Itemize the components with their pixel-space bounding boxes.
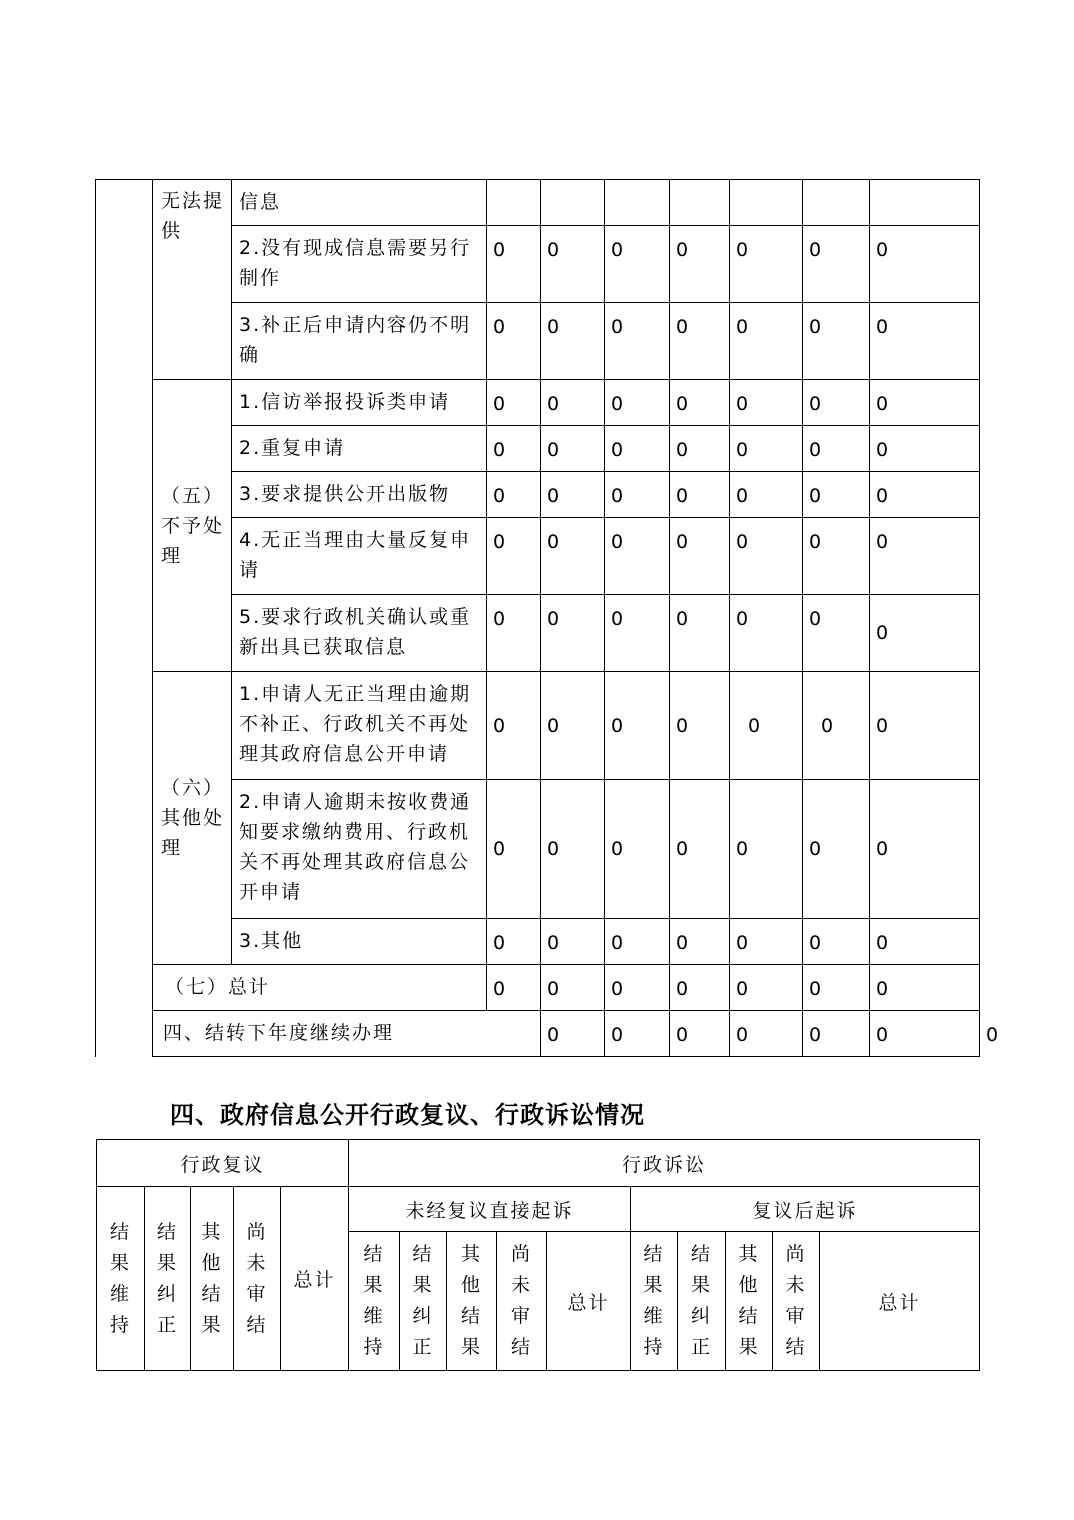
value-cell: 0	[670, 303, 730, 380]
value-cell: 0	[803, 518, 870, 595]
direct-result-corrected: 结果纠正	[400, 1232, 447, 1371]
table-row	[96, 672, 980, 780]
value-cell: 0	[541, 426, 605, 472]
row-label: 4.无正当理由大量反复申请	[232, 518, 487, 595]
review-litigation-table	[96, 1139, 980, 1371]
value-cell: 0	[605, 226, 670, 303]
value-cell: 0	[541, 595, 605, 672]
value-cell: 0	[605, 672, 670, 780]
category-not-processed: （五）不予处理	[153, 380, 232, 672]
table-row	[96, 380, 980, 426]
value-cell: 0	[730, 1011, 803, 1057]
value-cell: 0	[803, 426, 870, 472]
after-result-pending: 尚未审结	[773, 1232, 820, 1371]
application-handling-table	[95, 179, 1001, 1057]
review-result-corrected: 结果纠正	[145, 1187, 191, 1371]
value-cell	[870, 180, 980, 226]
total-row-label: （七）总计	[153, 965, 487, 1011]
value-cell: 0	[870, 518, 980, 595]
value-cell: 0	[670, 426, 730, 472]
value-cell	[670, 180, 730, 226]
row-label: 1.申请人无正当理由逾期不补正、行政机关不再处理其政府信息公开申请	[232, 672, 487, 780]
row-label: 1.信访举报投诉类申请	[232, 380, 487, 426]
value-cell: 0	[730, 919, 803, 965]
value-cell: 0	[605, 303, 670, 380]
value-cell: 0	[487, 672, 541, 780]
header-lawsuit-after-review: 复议后起诉	[631, 1187, 980, 1232]
value-cell: 0	[803, 965, 870, 1011]
value-cell: 0	[487, 303, 541, 380]
row-label: 2.没有现成信息需要另行制作	[232, 226, 487, 303]
value-cell: 0	[541, 380, 605, 426]
row-label: 2.申请人逾期未按收费通知要求缴纳费用、行政机关不再处理其政府信息公开申请	[232, 780, 487, 919]
value-cell: 0	[487, 965, 541, 1011]
value-cell: 0	[487, 472, 541, 518]
value-cell: 0	[605, 380, 670, 426]
table-row	[97, 1140, 980, 1187]
value-cell: 0	[605, 965, 670, 1011]
value-cell: 0	[870, 965, 980, 1011]
row-label: 信息	[232, 180, 487, 226]
value-cell: 0	[870, 780, 980, 919]
value-cell: 0	[487, 780, 541, 919]
direct-result-other: 其他结果	[447, 1232, 497, 1371]
value-cell: 0	[605, 780, 670, 919]
value-cell: 0	[670, 965, 730, 1011]
value-cell: 0	[803, 380, 870, 426]
after-total: 总计	[820, 1232, 980, 1371]
value-cell: 0	[870, 472, 980, 518]
value-cell: 0	[670, 1011, 730, 1057]
value-cell: 0	[730, 595, 803, 672]
review-total: 总计	[281, 1187, 349, 1371]
row-label: 2.重复申请	[232, 426, 487, 472]
value-cell: 0	[803, 472, 870, 518]
value-cell: 0	[670, 226, 730, 303]
value-cell: 0	[730, 780, 803, 919]
value-cell: 0	[870, 380, 980, 426]
value-cell: 0	[487, 380, 541, 426]
value-cell: 0	[605, 518, 670, 595]
value-cell	[541, 180, 605, 226]
value-cell	[605, 180, 670, 226]
value-cell: 0	[487, 226, 541, 303]
after-result-upheld: 结果维持	[631, 1232, 678, 1371]
value-cell: 0	[803, 1011, 870, 1057]
value-cell: 0	[541, 672, 605, 780]
value-cell: 0	[541, 1011, 605, 1057]
direct-total: 总计	[547, 1232, 631, 1371]
direct-result-upheld: 结果维持	[349, 1232, 400, 1371]
value-cell: 0	[730, 426, 803, 472]
value-cell: 0	[730, 303, 803, 380]
value-cell: 0	[730, 472, 803, 518]
value-cell: 0	[870, 919, 980, 965]
value-cell: 0	[870, 426, 980, 472]
value-cell: 0	[541, 919, 605, 965]
value-cell: 0	[670, 672, 730, 780]
value-cell: 0	[730, 518, 803, 595]
review-result-upheld: 结果维持	[97, 1187, 145, 1371]
value-cell: 0	[541, 303, 605, 380]
value-cell: 0	[487, 919, 541, 965]
value-cell: 0	[870, 226, 980, 303]
value-cell: 0	[670, 595, 730, 672]
value-cell: 0	[870, 303, 980, 380]
value-cell: 0	[870, 672, 980, 780]
after-result-other: 其他结果	[726, 1232, 773, 1371]
row-label: 3.补正后申请内容仍不明确	[232, 303, 487, 380]
value-cell: 0	[670, 780, 730, 919]
table-row	[96, 965, 980, 1011]
value-cell: 0	[670, 380, 730, 426]
value-cell: 0	[541, 226, 605, 303]
value-cell: 0	[487, 426, 541, 472]
value-cell: 0	[803, 226, 870, 303]
value-cell: 0	[730, 965, 803, 1011]
after-result-corrected: 结果纠正	[678, 1232, 726, 1371]
table-row: 四、结转下年度继续办理 0 0 0 0 0 0 0	[96, 1011, 980, 1057]
category-other-handling: （六）其他处理	[153, 672, 232, 965]
value-cell: 0	[803, 303, 870, 380]
value-cell: 0	[541, 472, 605, 518]
section-title: 四、政府信息公开行政复议、行政诉讼情况	[170, 1101, 645, 1129]
value-cell: 0	[670, 518, 730, 595]
value-cell: 0	[730, 226, 803, 303]
value-cell: 0	[487, 518, 541, 595]
value-cell: 0	[605, 426, 670, 472]
value-cell: 0	[870, 595, 980, 672]
value-cell: 0	[605, 595, 670, 672]
table-row	[96, 180, 980, 226]
value-cell	[487, 180, 541, 226]
value-cell: 0	[803, 672, 870, 780]
row-label: 3.要求提供公开出版物	[232, 472, 487, 518]
header-admin-review: 行政复议	[97, 1140, 349, 1187]
carry-over-label: 四、结转下年度继续办理	[153, 1011, 541, 1057]
header-admin-lawsuit: 行政诉讼	[349, 1140, 980, 1187]
category-unable-to-provide: 无法提供	[153, 180, 232, 380]
direct-result-pending: 尚未审结	[497, 1232, 547, 1371]
blank-indent-cell	[96, 180, 153, 1057]
value-cell: 0	[605, 919, 670, 965]
value-cell: 0	[870, 1011, 980, 1057]
value-cell: 0	[487, 595, 541, 672]
row-label: 3.其他	[232, 919, 487, 965]
value-cell: 0	[541, 518, 605, 595]
value-cell	[803, 180, 870, 226]
row-label: 5.要求行政机关确认或重新出具已获取信息	[232, 595, 487, 672]
review-result-pending: 尚未审结	[234, 1187, 281, 1371]
value-cell: 0	[670, 919, 730, 965]
value-cell: 0	[541, 780, 605, 919]
value-cell: 0	[730, 672, 803, 780]
review-result-other: 其他结果	[191, 1187, 234, 1371]
value-cell: 0	[605, 1011, 670, 1057]
value-cell: 0	[670, 472, 730, 518]
value-cell: 0	[541, 965, 605, 1011]
value-cell	[730, 180, 803, 226]
table-row	[97, 1187, 980, 1232]
header-direct-lawsuit: 未经复议直接起诉	[349, 1187, 631, 1232]
value-cell: 0	[730, 380, 803, 426]
value-cell: 0	[605, 472, 670, 518]
value-cell: 0	[803, 780, 870, 919]
value-cell: 0	[803, 919, 870, 965]
value-cell: 0	[803, 595, 870, 672]
